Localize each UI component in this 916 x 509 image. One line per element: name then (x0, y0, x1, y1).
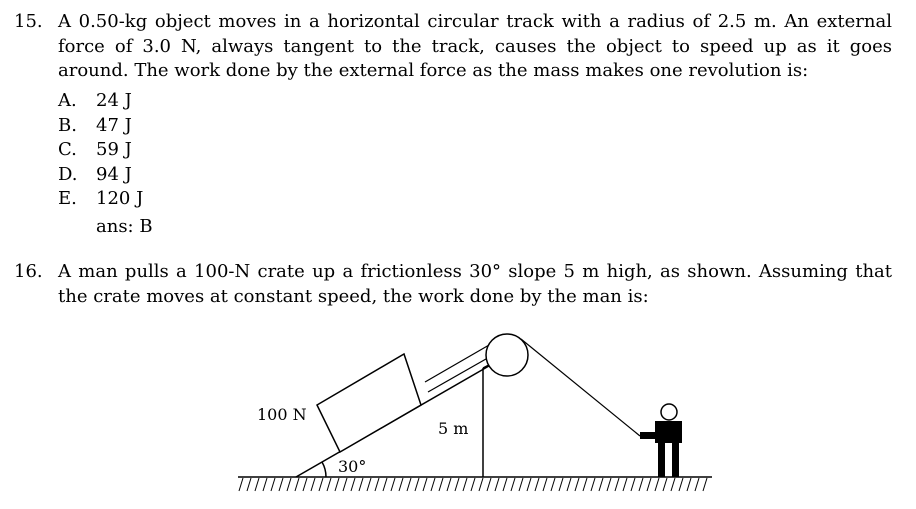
man-torso (655, 421, 682, 443)
question-text: A 0.50-kg object moves in a horizontal circular track with a radius of 2.5 m. An external force of 3.0 N, always tangent to the track, causes the object to speed up as it goes around. The work done by the external force as the mass makes one revolution is: (58, 11, 892, 81)
question-number: 15. (14, 11, 43, 32)
height-label: 5 m (438, 419, 469, 438)
ground-hatching (239, 478, 707, 491)
angle-label: 30° (338, 457, 367, 476)
man-left-leg (658, 443, 665, 477)
man-arm (640, 432, 656, 439)
choice-letter: E. (58, 188, 77, 209)
choice-value: 59 J (96, 139, 132, 160)
man-right-leg (672, 443, 679, 477)
choice-letter: A. (58, 90, 77, 111)
choice-value: 24 J (96, 90, 132, 111)
choice-value: 47 J (96, 114, 132, 136)
answer-line: ans: B (96, 216, 153, 237)
choice-value: 94 J (96, 163, 132, 185)
choice-letter: B. (58, 114, 77, 136)
weight-label: 100 N (257, 405, 307, 424)
choice-letter: C. (58, 139, 77, 160)
angle-arc (322, 462, 326, 477)
man-figure (640, 404, 682, 477)
choice-letter: D. (58, 163, 78, 185)
man-head (661, 404, 677, 420)
question-number: 16. (14, 261, 43, 282)
rope-pulley-to-man (521, 339, 640, 436)
choice-value: 120 J (96, 188, 144, 209)
crate (317, 354, 421, 452)
question-text: A man pulls a 100-N crate up a frictionless 30° slope 5 m high, as shown. Assuming that the crate moves at constant speed, the work done by the man is: (58, 261, 892, 307)
rope-crate-to-pulley (425, 341, 496, 382)
